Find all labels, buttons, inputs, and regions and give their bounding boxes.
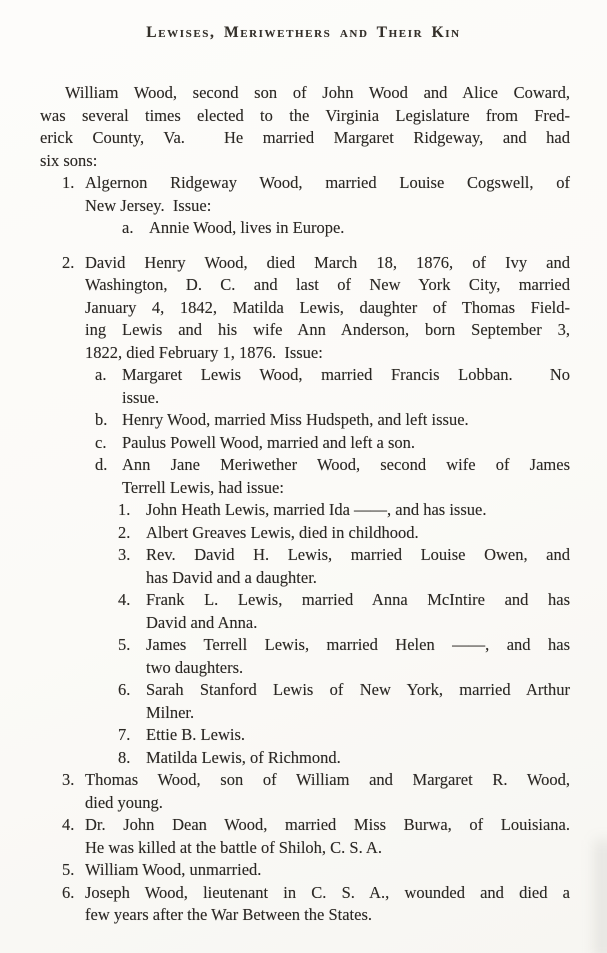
item-text: Ettie B. Lewis. — [146, 725, 245, 744]
item-marker: 5. — [62, 860, 75, 879]
item-text: Algernon Ridgeway Wood, married Louise Cogswell, of New Jersey. Issue: — [85, 173, 570, 215]
page-content — [0, 82, 607, 927]
item-text: Dr. John Dean Wood, married Miss Burwa, of Louisiana. He was killed at the battle of Shiloh, C. S. A. — [85, 815, 570, 857]
grandchild-item-7 — [118, 724, 570, 747]
running-header: Lewises, Meriwethers and Their Kin — [146, 24, 461, 41]
son-item-4 — [62, 814, 570, 859]
child-item-a — [95, 364, 570, 409]
sublist — [122, 217, 570, 240]
item-text: Ann Jane Meriwether Wood, second wife of James Terrell Lewis, had issue: — [122, 455, 570, 497]
item-marker: a. — [95, 365, 107, 384]
item-marker: 3. — [62, 770, 75, 789]
item-marker: d. — [95, 455, 108, 474]
son-item-3 — [62, 769, 570, 814]
item-text: Sarah Stanford Lewis of New York, married Arthur Milner. — [146, 680, 570, 722]
item-text: Annie Wood, lives in Europe. — [149, 218, 345, 237]
item-marker: 3. — [118, 545, 131, 564]
item-text: Albert Greaves Lewis, died in childhood. — [146, 522, 419, 542]
item-text: Henry Wood, married Miss Hudspeth, and left issue. — [122, 410, 469, 429]
sublist — [95, 364, 570, 769]
son-item-6 — [62, 882, 570, 927]
grandchild-item-6 — [118, 679, 570, 724]
item-marker: a. — [122, 218, 134, 237]
grandchild-item-4 — [118, 589, 570, 634]
item-marker: 1. — [118, 500, 131, 519]
item-marker: 1. — [62, 173, 75, 192]
child-item-b — [95, 409, 570, 432]
grandchild-item-1 — [118, 499, 570, 522]
item-text: Margaret Lewis Wood, married Francis Lobban. No issue. — [122, 365, 570, 407]
item-marker: 4. — [62, 815, 75, 834]
son-item-2 — [62, 252, 570, 770]
son-item-5 — [62, 859, 570, 882]
sublist — [118, 499, 570, 769]
item-text: David Henry Wood, died March 18, 1876, of Ivy and Washington, D. C. and last of New York City, married January 4, 1842, Matilda Lewis, daughter of Thomas Field- ing Lewis and his wife Ann Anderson, born September 3, 1822, died February 1, 1876. Issue: — [85, 252, 570, 362]
item-marker: 2. — [62, 252, 75, 272]
item-marker: 2. — [118, 522, 131, 542]
item-marker: 6. — [118, 680, 131, 699]
item-body — [85, 172, 570, 240]
item-text: Rev. David H. Lewis, married Louise Owen, and has David and a daughter. — [146, 545, 570, 587]
child-item-a — [122, 217, 570, 240]
item-text: John Heath Lewis, married Ida ——, and has issue. — [146, 500, 487, 519]
grandchild-item-3 — [118, 544, 570, 589]
item-marker: 8. — [118, 747, 131, 767]
item-marker: 6. — [62, 882, 75, 902]
item-body — [85, 252, 570, 770]
item-marker: 5. — [118, 635, 131, 654]
item-body — [118, 454, 570, 769]
son-item-1 — [62, 172, 570, 240]
item-text: Thomas Wood, son of William and Margaret R. Wood, died young. — [85, 770, 570, 812]
item-marker: 7. — [118, 725, 131, 744]
child-item-c — [95, 432, 570, 455]
item-marker: c. — [95, 432, 107, 452]
item-marker: 4. — [118, 590, 131, 609]
item-text: Paulus Powell Wood, married and left a son. — [122, 432, 416, 452]
item-text: Matilda Lewis, of Richmond. — [146, 747, 341, 767]
grandchild-item-8 — [118, 747, 570, 770]
item-text: Joseph Wood, lieutenant in C. S. A., wounded and died a few years after the War Between the States. — [85, 882, 570, 924]
item-text: William Wood, unmarried. — [85, 860, 262, 879]
child-item-d — [95, 454, 570, 769]
intro-paragraph: William Wood, second son of John Wood and Alice Coward, was several times elected to the Virginia Legislature from Fred- erick County, Va. He married Margaret Ridgeway, and had six sons: — [40, 83, 570, 170]
grandchild-item-5 — [118, 634, 570, 679]
item-text: James Terrell Lewis, married Helen ——, and has two daughters. — [146, 635, 570, 677]
item-marker: b. — [95, 410, 108, 429]
item-text: Frank L. Lewis, married Anna McIntire and has David and Anna. — [146, 590, 570, 632]
grandchild-item-2 — [118, 522, 570, 545]
